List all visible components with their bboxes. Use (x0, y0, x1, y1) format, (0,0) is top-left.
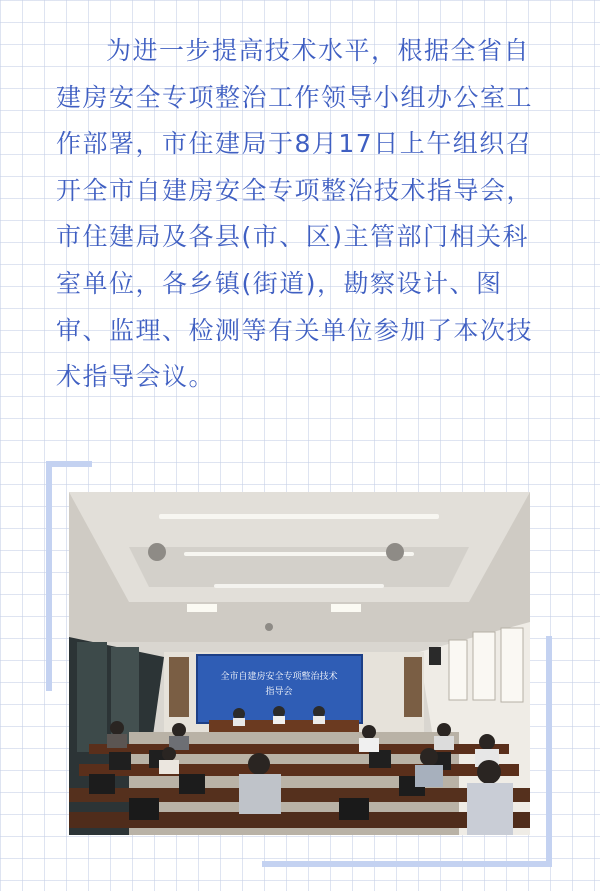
screen-title-line1: 全市自建房安全专项整治技术 (220, 672, 338, 682)
screen-title-line2: 指导会 (265, 687, 293, 697)
article-paragraph: 为进一步提高技术水平，根据全省自建房安全专项整治工作领导小组办公室工作部署，市住建局于8月17日上午组织召开全市自建房安全专项整治技术指导会，市住建局及各县(市、区)主管部门相关科室单位，各乡镇(街道)，勘察设计、图审、监理、检测等有关单位参加了本次技术指导会议。 (56, 36, 534, 392)
decorative-bracket-bottom-right (546, 636, 552, 867)
decorative-bracket-top-left-bar (46, 461, 92, 467)
decorative-bracket-top-left (46, 461, 52, 691)
decorative-bracket-bottom-right-bar (262, 861, 552, 867)
article-body (56, 28, 546, 401)
meeting-photo (69, 492, 530, 835)
